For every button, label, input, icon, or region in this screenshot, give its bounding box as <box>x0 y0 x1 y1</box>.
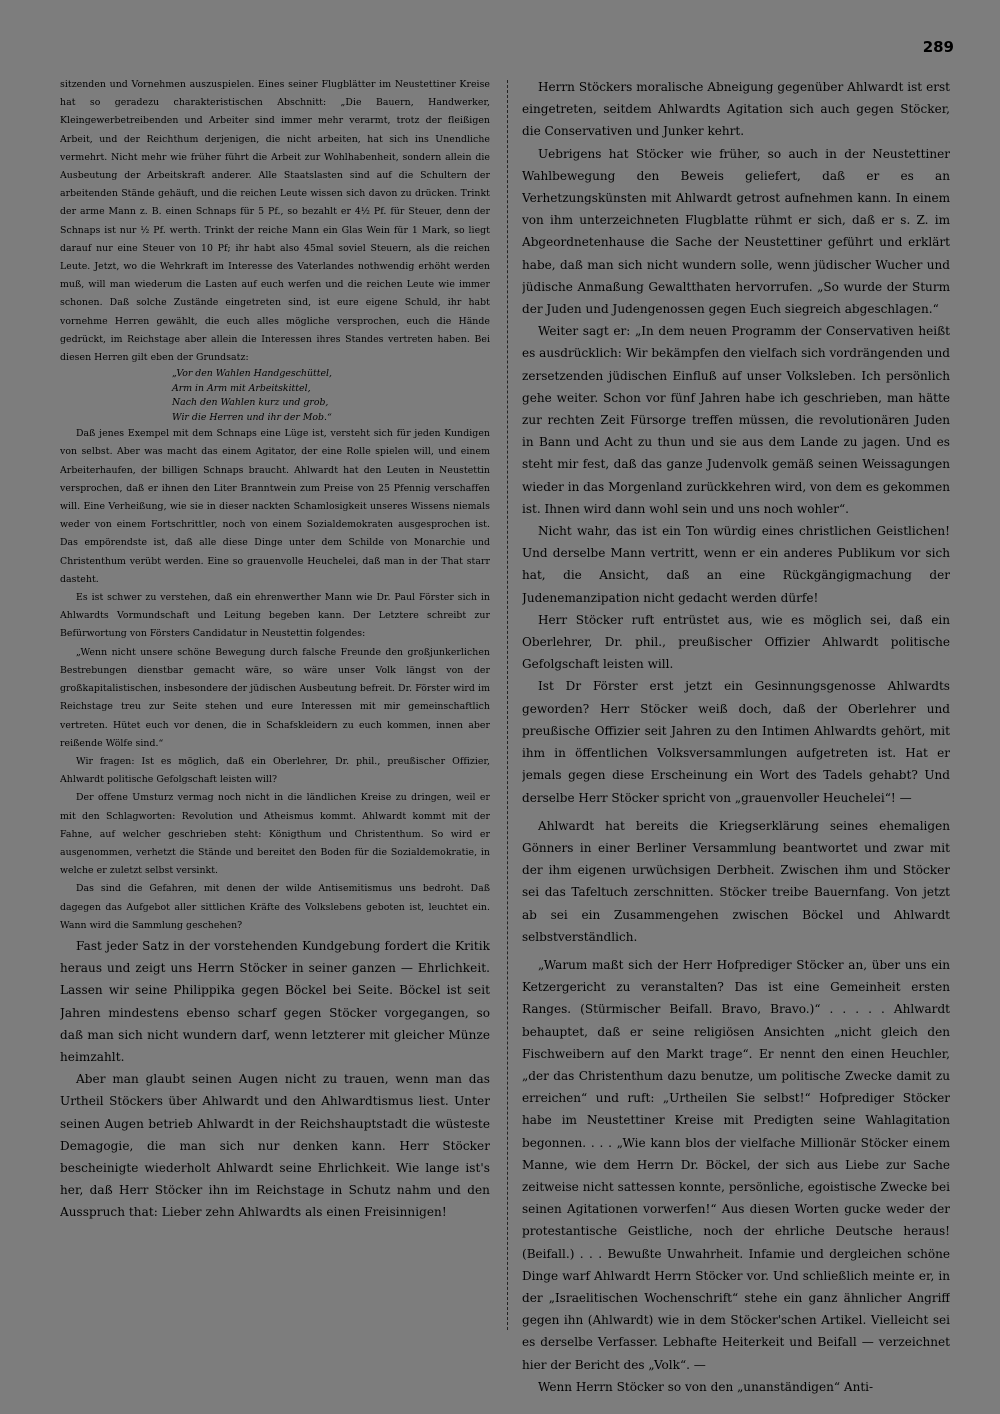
body-paragraph: Herrn Stöckers moralische Abneigung gegenüber Ahlwardt ist erst eingetreten, seitdem Ahlwardts Agitation sich auch gegen Stöcker, die Conservativen und Junker kehrt. <box>522 80 950 139</box>
left-column <box>60 76 490 1224</box>
quote-paragraph: Das sind die Gefahren, mit denen der wilde Antisemitismus uns bedroht. Daß dagegen das Aufgebot aller sittlichen Kräfte des Volkslebens geboten ist, leuchtet ein. Wann wird die Sammlung geschehen? <box>60 883 490 931</box>
quote-paragraph: „Wenn nicht unsere schöne Bewegung durch falsche Freunde den großjunkerlichen Bestrebungen dienstbar gemacht wäre, so wäre unser Volk längst von der großkapitalistischen, insbesondere der jüdischen Ausbeutung befreit. Dr. Förster wird im Reichstage treu zur Seite stehen und eure Interessen mit mir gemeinschaftlich vertreten. Hütet euch vor denen, die in Schafskleidern zu euch kommen, innen aber reißende Wölfe sind.“ <box>60 646 490 749</box>
column-divider <box>507 80 509 1330</box>
page-number: 289 <box>922 38 954 56</box>
body-paragraph: Ahlwardt hat bereits die Kriegserklärung seines ehemaligen Gönners in einer Berliner Versammlung beantwortet und zwar mit der ihm eigenen urwüchsigen Derbheit. Zwischen ihm und Stöcker sei das Tafeltuch zerschnitten. Stöcker treibe Bauernfang. Von jetzt ab sei ein Zusammengehen zwischen Böckel und Ahlwardt selbstverständlich. <box>522 818 950 944</box>
body-paragraph: Wenn Herrn Stöcker so von den „unanständigen“ Anti- <box>538 1379 874 1394</box>
body-paragraph: Aber man glaubt seinen Augen nicht zu trauen, wenn man das Urtheil Stöckers über Ahlwardt und den Ahlwardtismus liest. Unter seinen Augen betrieb Ahlwardt in der Reichshauptstadt die wüsteste Demagogie, die man sich nur denken kann. Herr Stöcker bescheinigte wiederholt Ahlwardt seine Ehrlichkeit. Wie lange ist's her, daß Herr Stöcker ihn im Reichstage in Schutz nahm und den Ausspruch that: Lieber zehn Ahlwardts als einen Freisinnigen! <box>60 1072 490 1220</box>
quote-paragraph: Wir fragen: Ist es möglich, daß ein Oberlehrer, Dr. phil., preußischer Offizier, Ahlwardt politische Gefolgschaft leisten will? <box>60 755 490 786</box>
poem-line: Nach den Wahlen kurz und grob, <box>172 397 329 409</box>
body-paragraph: Herr Stöcker ruft entrüstet aus, wie es möglich sei, daß ein Oberlehrer, Dr. phil., preußischer Offizier Ahlwardt politische Gefolgschaft leisten will. <box>522 612 950 672</box>
poem-line: Wir die Herren und ihr der Mob.“ <box>172 411 332 423</box>
right-column <box>522 76 950 1398</box>
quote-paragraph: Daß jenes Exempel mit dem Schnaps eine Lüge ist, versteht sich für jeden Kundigen von selbst. Aber was macht das einem Agitator, der eine Rolle spielen will, und einem Arbeiterhaufen, der billigen Schnaps braucht. Ahlwardt hat den Leuten in Neustettin versprochen, daß er ihnen den Liter Branntwein zum Preise von 25 Pfennig verschaffen will. Eine Verheißung, wie sie in dieser nackten Schamlosigkeit unseres Wissens niemals weder von einem Fortschrittler, noch von einem Sozialdemokraten ausgesprochen ist. Das empörendste ist, daß alle diese Dinge unter dem Schilde von Monarchie und Christenthum verübt werden. Eine so grauenvolle Heuchelei, daß man in der That starr dasteht. <box>60 428 490 585</box>
quote-paragraph: Es ist schwer zu verstehen, daß ein ehrenwerther Mann wie Dr. Paul Förster sich in Ahlwardts Vormundschaft und Leitung begeben kann. Der Letztere schreibt zur Befürwortung von Försters Candidatur in Neustettin folgendes: <box>60 592 490 640</box>
quote-paragraph: sitzenden und Vornehmen auszuspielen. Eines seiner Flugblätter im Neustettiner Kreise hat so geradezu charakteristischen Abschnitt: „Die Bauern, Handwerker, Kleingewerbetreibenden und Arbeiter sind immer mehr verarmt, trotz der fleißigen Arbeit, und der Reichthum derjenigen, die nicht arbeiten, hat sich ins Unendliche vermehrt. Nicht mehr wie früher führt die Arbeit zur Wohlhabenheit, sondern allein die Ausbeutung der Arbeitskraft anderer. Alle Staatslasten sind auf die Schultern der arbeitenden Stände gehäuft, und die reichen Leute wissen sich davon zu drücken. Trinkt der arme Mann z. B. einen Schnaps für 5 Pf., so bezahlt er 4½ Pf. für Steuer, denn der Schnaps ist nur ½ Pf. werth. Trinkt der reiche Mann ein Glas Wein für 1 Mark, so liegt darauf nur eine Steuer von 10 Pf; ihr habt also 45mal soviel Steuern, als die reichen Leute. Jetzt, wo die Wehrkraft im Interesse des Vaterlandes nothwendig erhöht werden muß, will man wiederum die Lasten auf euch werfen und die reichen Leute wie immer schonen. Daß solche Zustände eingetreten sind, ist eure eigene Schuld, ihr habt vornehme Herren gewählt, die euch alles mögliche versprochen, euch die Hände gedrückt, im Reichstage aber allein die Interessen ihres Standes vertreten haben. Bei diesen Herren gilt eben der Grundsatz: <box>60 79 490 364</box>
body-paragraph: Uebrigens hat Stöcker wie früher, so auch in der Neustettiner Wahlbewegung den Beweis geliefert, daß er es an Verhetzungskünsten mit Ahlwardt getrost aufnehmen kann. In einem von ihm unterzeichneten Flugblatte rühmt er sich, daß er s. Z. im Abgeordnetenhause die Sache der Neustettiner geführt und erklärt habe, daß man sich nicht wundern solle, wenn jüdischer Wucher und jüdische Anmaßung Gewaltthaten hervorrufen. „So wurde der Sturm der Juden und Judengenossen gegen Euch siegreich abgeschlagen.“ <box>522 146 950 317</box>
poem-line: Arm in Arm mit Arbeitskittel, <box>172 382 311 394</box>
poem-line: „Vor den Wahlen Handgeschüttel, <box>172 368 332 380</box>
body-paragraph: Nicht wahr, das ist ein Ton würdig eines christlichen Geistlichen! Und derselbe Mann vertritt, wenn er ein anderes Publikum vor sich hat, die Ansicht, daß an eine Rückgängigmachung der Judenemanzipation nicht gedacht werden dürfe! <box>522 524 950 605</box>
poem <box>172 367 490 425</box>
body-paragraph: Ist Dr Förster erst jetzt ein Gesinnungsgenosse Ahlwardts geworden? Herr Stöcker weiß doch, daß der Oberlehrer und preußische Offizier seit Jahren zu den Intimen Ahlwardts gehört, mit ihm in öffentlichen Volksversammlungen aufgetreten ist. Hat er jemals gegen diese Erscheinung ein Wort des Tadels gehabt? Und derselbe Herr Stöcker spricht von „grauenvoller Heuchelei“! — <box>522 679 950 805</box>
body-paragraph: „Warum maßt sich der Herr Hofprediger Stöcker an, über uns ein Ketzergericht zu veranstalten? Das ist eine Gemeinheit ersten Ranges. (Stürmischer Beifall. Bravo, Bravo.)“ . . . . . Ahlwardt behauptet, daß er seine religiösen Ansichten „nicht gleich den Fischweibern auf den Markt trage“. Er nennt den einen Heuchler, „der das Christenthum dazu benutze, um politische Zwecke damit zu erreichen“ und ruft: „Urtheilen Sie selbst!“ Hofprediger Stöcker habe im Neustettiner Kreise mit Predigten seine Wahlagitation begonnen. . . . „Wie kann blos der vielfache Millionär Stöcker einem Manne, wie dem Herrn Dr. Böckel, der sich aus Liebe zur Sache zeitweise nicht sattessen konnte, persönliche, egoistische Zwecke bei seinen Agitationen vorwerfen!“ Aus diesen Worten gucke weder der protestantische Geistliche, noch der ehrliche Deutsche heraus! (Beifall.) . . . Bewußte Unwahrheit. Infamie und dergleichen schöne Dinge warf Ahlwardt Herrn Stöcker vor. Und schließlich meinte er, in der „Israelitischen Wochenschrift“ stehe ein ganz ähnlicher Angriff gegen ihn (Ahlwardt) wie in dem Stöcker'schen Artikel. Vielleicht sei es derselbe Verfasser. Lebhafte Heiterkeit und Beifall — verzeichnet hier der Bericht des „Volk“. — <box>522 957 950 1372</box>
commentary-block <box>60 935 490 1224</box>
body-paragraph: Weiter sagt er: „In dem neuen Programm der Conservativen heißt es ausdrücklich: Wir bekämpfen den vielfach sich vordrängenden und zersetzenden jüdischen Einfluß auf unser Volksleben. Ich persönlich gehe weiter. Schon vor fünf Jahren habe ich geschrieben, man hätte zur rechten Zeit Fürsorge treffen müssen, die revolutionären Juden in Bann und Acht zu thun und sie aus dem Lande zu jagen. Und es steht mir fest, daß das ganze Judenvolk gemäß seinen Weissagungen wieder in das Morgenland zurückkehren wird, von dem es gekommen ist. Ihnen wird dann wohl sein und uns noch wohler“. <box>522 324 950 516</box>
body-paragraph: Fast jeder Satz in der vorstehenden Kundgebung fordert die Kritik heraus und zeigt uns Herrn Stöcker in seiner ganzen — Ehrlichkeit. Lassen wir seine Philippika gegen Böckel bei Seite. Böckel ist seit Jahren mindestens ebenso scharf gegen Stöcker vorgegangen, so daß man sich nicht wundern darf, wenn letzterer mit gleicher Münze heimzahlt. <box>60 938 490 1064</box>
quote-paragraph: Der offene Umsturz vermag noch nicht in die ländlichen Kreise zu dringen, weil er mit den Schlagworten: Revolution und Atheismus kommt. Ahlwardt kommt mit der Fahne, auf welcher geschrieben steht: Königthum und Christenthum. So wird er ausgenommen, verhetzt die Stände und bereitet den Boden für die Sozialdemokratie, in welche er zuletzt selbst versinkt. <box>60 792 490 877</box>
